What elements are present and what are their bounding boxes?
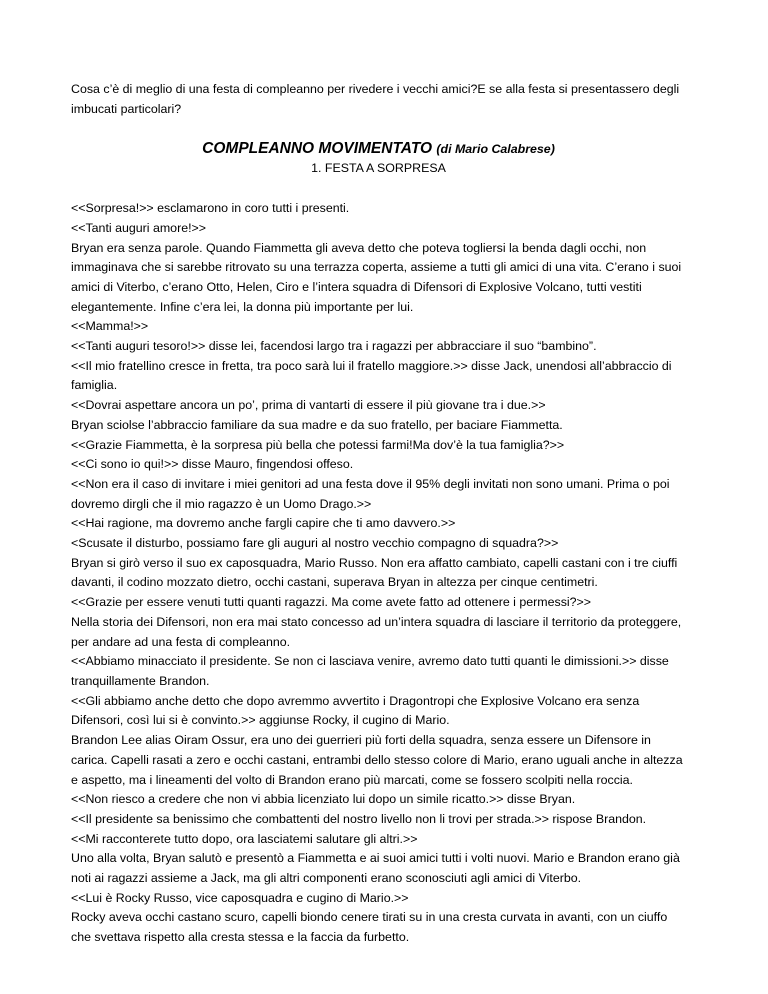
paragraph: <<Abbiamo minacciato il presidente. Se non ci lasciava venire, avremo dato tutti quanti le dimissioni.>> disse tranquillamente Brandon.: [71, 654, 669, 688]
paragraph: <<Ci sono io qui!>> disse Mauro, fingendosi offeso.: [71, 457, 354, 472]
paragraph: <<Grazie per essere venuti tutti quanti ragazzi. Ma come avete fatto ad ottenere i permessi?>>: [71, 595, 592, 610]
paragraph: <<Hai ragione, ma dovremo anche fargli capire che ti amo davvero.>>: [71, 516, 456, 531]
chapter-heading: 1. FESTA A SORPRESA: [311, 161, 446, 176]
paragraph: Nella storia dei Difensori, non era mai stato concesso ad un’intera squadra di lasciare il territorio da proteggere, per andare ad una festa di compleanno.: [71, 614, 682, 649]
paragraph: Brandon Lee alias Oiram Ossur, era uno dei guerrieri più forti della squadra, senza essere un Difensore in carica. Capelli rasati a zero e occhi castani, entrambi dello stesso colore di Mario, erano uguali anche in altezza e aspetto, ma i lineamenti del volto di Brandon erano più marcati, come se fossero scolpiti nella roccia.: [71, 733, 683, 787]
paragraph: <<Non riesco a credere che non vi abbia licenziato lui dopo un simile ricatto.>> disse Bryan.: [71, 792, 576, 807]
paragraph: <<Il presidente sa benissimo che combattenti del nostro livello non li trovi per strada.>> rispose Brandon.: [71, 811, 647, 826]
story-body: [71, 199, 686, 948]
story-title: [71, 139, 686, 159]
paragraph: <<Tanti auguri amore!>>: [71, 220, 207, 235]
paragraph: <<Non era il caso di invitare i miei genitori ad una festa dove il 95% degli invitati non sono umani. Prima o poi dovremo dirgli che il mio ragazzo è un Uomo Drago.>>: [71, 476, 670, 511]
paragraph: Bryan era senza parole. Quando Fiammetta gli aveva detto che poteva togliersi la benda dagli occhi, non immaginava che si sarebbe ritrovato su una terrazza coperta, assieme a tutti gli amici di una vita. C’erano i suoi amici di Viterbo, c’erano Otto, Helen, Ciro e l’intera squadra di Difensori di Explosive Volcano, tutti vestiti elegantemente. Infine c’era lei, la donna più importante per lui.: [71, 240, 682, 314]
paragraph: Rocky aveva occhi castano scuro, capelli biondo cenere tirati su in una cresta curvata in avanti, con un ciuffo che svettava rispetto alla cresta stessa e la faccia da furbetto.: [71, 910, 668, 945]
paragraph: <Scusate il disturbo, possiamo fare gli auguri al nostro vecchio compagno di squadra?>>: [71, 536, 559, 551]
paragraph: <<Grazie Fiammetta, è la sorpresa più bella che potessi farmi!Ma dov’è la tua famiglia?>>: [71, 437, 565, 452]
paragraph: <<Sorpresa!>> esclamarono in coro tutti i presenti.: [71, 201, 350, 216]
paragraph: <<Mi racconterete tutto dopo, ora lasciatemi salutare gli altri.>>: [71, 831, 418, 846]
paragraph: Uno alla volta, Bryan salutò e presentò a Fiammetta e ai suoi amici tutti i volti nuovi. Mario e Brandon erano già noti ai ragazzi assieme a Jack, ma gli altri componenti erano sconosciuti agli amici di Viterbo.: [71, 851, 680, 886]
paragraph: <<Gli abbiamo anche detto che dopo avremmo avvertito i Dragontropi che Explosive Volcano era senza Difensori, così lui si è convinto.>> aggiunse Rocky, il cugino di Mario.: [71, 693, 640, 728]
intro-paragraph: Cosa c’è di meglio di una festa di compleanno per rivedere i vecchi amici?E se alla festa si presentassero degli imbucati particolari?: [71, 82, 680, 116]
paragraph: <<Tanti auguri tesoro!>> disse lei, facendosi largo tra i ragazzi per abbracciare il suo “bambino”.: [71, 339, 597, 354]
paragraph: <<Lui è Rocky Russo, vice caposquadra e cugino di Mario.>>: [71, 890, 409, 905]
paragraph: Bryan si girò verso il suo ex caposquadra, Mario Russo. Non era affatto cambiato, capelli castani con i tre ciuffi davanti, il codino mozzato dietro, occhi castani, superava Bryan in altezza per cinque centimetri.: [71, 555, 678, 590]
paragraph: Bryan sciolse l’abbraccio familiare da sua madre e da suo fratello, per baciare Fiammetta.: [71, 417, 563, 432]
title-main: COMPLEANNO MOVIMENTATO: [202, 140, 433, 158]
paragraph: <<Mamma!>>: [71, 319, 149, 334]
paragraph: <<Il mio fratellino cresce in fretta, tra poco sarà lui il fratello maggiore.>> disse Jack, unendosi all’abbraccio di famiglia.: [71, 358, 672, 393]
title-author: (di Mario Calabrese): [436, 142, 555, 157]
paragraph: <<Dovrai aspettare ancora un po’, prima di vantarti di essere il più giovane tra i due.>>: [71, 398, 546, 413]
